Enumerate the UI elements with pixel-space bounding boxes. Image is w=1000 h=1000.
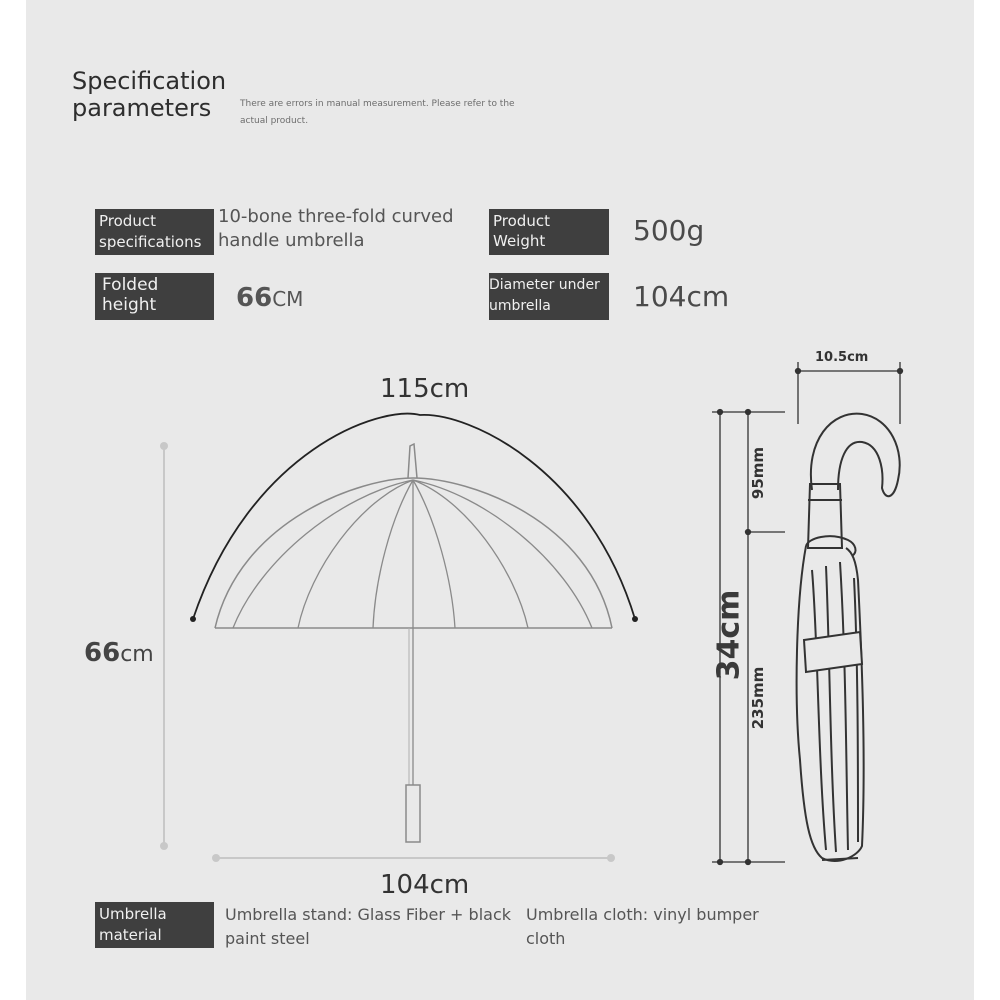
- umbrella-cloth-material: [526, 903, 759, 951]
- umbrella-stand-material: [225, 903, 511, 951]
- umbrella-handle: [406, 785, 420, 842]
- diameter-label-line-1: Diameter under: [489, 277, 600, 293]
- diameter-label-diagram: 104cm: [380, 870, 470, 900]
- note-line-2: actual product.: [240, 116, 309, 126]
- height-number: 66: [84, 638, 121, 668]
- material-label-line-1: Umbrella: [99, 905, 167, 923]
- height-unit: cm: [120, 642, 154, 667]
- stand-line-1: Umbrella stand: Glass Fiber + black: [225, 905, 512, 924]
- title-line-1: Specification: [72, 67, 227, 95]
- cloth-line-2: cloth: [526, 929, 566, 948]
- product-weight-label: Product Weight: [489, 209, 609, 255]
- folded-height-number: 66: [236, 283, 273, 313]
- cloth-line-1: Umbrella cloth: vinyl bumper: [526, 905, 759, 924]
- title-line-2: parameters: [72, 94, 212, 122]
- note-line-1: There are errors in manual measurement. Please refer to the: [240, 99, 515, 109]
- canopy-ribs: [233, 480, 592, 628]
- handle-length-label: 95mm: [749, 446, 767, 500]
- product-specifications-value-line-1: 10-bone three-fold curved: [218, 206, 454, 227]
- product-specifications-label-line-1: Product: [99, 212, 156, 230]
- folded-height-label: Folded height: [95, 273, 214, 320]
- diameter-label-line-2: umbrella: [489, 298, 551, 314]
- folded-total-label: 34cm: [711, 589, 747, 681]
- umbrella-material-label: [95, 902, 214, 948]
- folded-width-label: 10.5cm: [815, 350, 869, 365]
- arc-end-left: [190, 616, 196, 622]
- arc-end-right: [632, 616, 638, 622]
- product-weight-value: 500g: [633, 214, 705, 247]
- arc-length-label: 115cm: [380, 374, 470, 404]
- folded-strap: [804, 632, 862, 672]
- folded-umbrella: [797, 414, 900, 861]
- body-length-label: 235mm: [749, 666, 767, 730]
- folded-height-unit: CM: [272, 287, 304, 311]
- canopy-tip: [408, 444, 417, 478]
- material-label-line-2: material: [99, 926, 162, 944]
- diameter-value: 104cm: [633, 280, 730, 313]
- product-specifications-label-line-2: specifications: [99, 233, 202, 251]
- stand-line-2: paint steel: [225, 929, 310, 948]
- height-label: [84, 638, 154, 668]
- product-specifications-value-line-2: handle umbrella: [218, 230, 365, 251]
